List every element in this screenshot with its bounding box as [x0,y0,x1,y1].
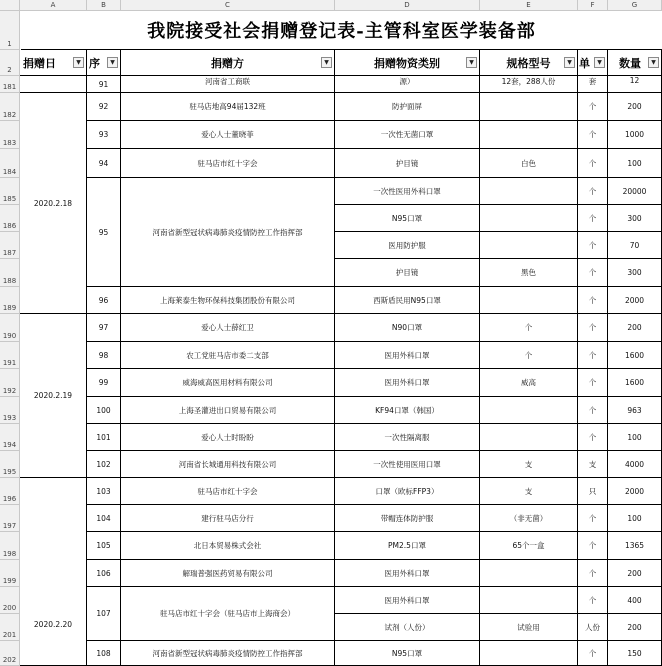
header-spec-label: 规格型号 [506,56,551,70]
qty-cell[interactable]: 100 [608,505,662,532]
row-header[interactable]: 199 [0,560,20,587]
unit-cell[interactable]: 个 [578,587,608,614]
row-header[interactable]: 194 [0,424,20,451]
seq-cell[interactable]: 103 [87,478,121,505]
donor-cell[interactable]: 河南省长城通用科技有限公司 [121,451,335,478]
category-cell[interactable]: N95口罩 [335,205,480,232]
qty-cell[interactable]: 400 [608,587,662,614]
filter-dropdown-icon[interactable]: ▼ [73,57,84,68]
donor-cell[interactable]: 驻马店市红十字会 [121,478,335,505]
seq-cell[interactable]: 105 [87,532,121,560]
row-header[interactable]: 189 [0,287,20,314]
date-cell[interactable]: 2020.2.20 [20,478,87,666]
donor-cell[interactable]: 北日本贸易株式会社 [121,532,335,560]
column-header-b[interactable]: B [87,0,121,11]
row-header[interactable]: 196 [0,478,20,505]
unit-cell[interactable]: 个 [578,397,608,424]
spec-cell[interactable]: 威高 [480,369,578,397]
column-header-f[interactable]: F [578,0,608,11]
donor-cell[interactable]: 建行驻马店分行 [121,505,335,532]
unit-cell[interactable]: 个 [578,641,608,666]
donor-cell[interactable]: 河南省工商联 [121,76,335,93]
spec-cell[interactable]: 白色 [480,149,578,178]
header-date-label: 捐赠日 [23,56,56,70]
category-cell[interactable]: 医用外科口罩 [335,369,480,397]
header-donor[interactable] [121,50,335,76]
seq-cell[interactable]: 96 [87,287,121,314]
donor-cell[interactable]: 爱心人士时盼盼 [121,424,335,451]
spec-cell[interactable]: 试验用 [480,614,578,641]
filter-dropdown-icon[interactable]: ▼ [564,57,575,68]
seq-cell[interactable]: 99 [87,369,121,397]
row-header[interactable]: 202 [0,641,20,666]
category-cell[interactable]: 医用外科口罩 [335,587,480,614]
unit-cell[interactable]: 个 [578,560,608,587]
unit-cell[interactable]: 个 [578,178,608,205]
unit-cell[interactable]: 个 [578,342,608,369]
category-cell[interactable]: 医用外科口罩 [335,342,480,369]
unit-cell[interactable]: 人份 [578,614,608,641]
spec-cell[interactable]: 黑色 [480,259,578,287]
qty-cell[interactable]: 100 [608,424,662,451]
unit-cell[interactable]: 只 [578,478,608,505]
unit-cell[interactable]: 个 [578,532,608,560]
header-unit-label: 单 [579,56,590,70]
row-header[interactable]: 198 [0,532,20,560]
seq-cell[interactable]: 92 [87,93,121,121]
donor-cell[interactable]: 上海莱泰生物环保科技集团股份有限公司 [121,287,335,314]
category-cell[interactable]: 护目镜 [335,259,480,287]
seq-cell[interactable]: 106 [87,560,121,587]
category-cell[interactable]: 一次性医用外科口罩 [335,178,480,205]
donor-cell[interactable]: 河南省新型冠状病毒肺炎疫情防控工作指挥部 [121,641,335,666]
unit-cell[interactable]: 支 [578,451,608,478]
header-category[interactable] [335,50,480,76]
row-header[interactable]: 181 [0,76,20,93]
row-header[interactable]: 188 [0,259,20,287]
category-cell[interactable]: 护目镜 [335,149,480,178]
spec-cell[interactable]: 12套，288人份 [480,76,578,93]
header-unit[interactable] [578,50,608,76]
donor-cell[interactable]: 解瑞普强医药贸易有限公司 [121,560,335,587]
row-header[interactable]: 201 [0,614,20,641]
category-cell[interactable]: 一次性隔离服 [335,424,480,451]
seq-cell[interactable]: 94 [87,149,121,178]
qty-cell[interactable]: 1600 [608,369,662,397]
column-header-e[interactable]: E [480,0,578,11]
seq-cell[interactable]: 98 [87,342,121,369]
seq-cell[interactable]: 101 [87,424,121,451]
spec-cell[interactable]: 支 [480,478,578,505]
qty-cell[interactable]: 200 [608,93,662,121]
seq-cell[interactable]: 91 [87,76,121,93]
spec-cell[interactable]: 个 [480,314,578,342]
spec-cell[interactable] [480,641,578,666]
row-header[interactable]: 182 [0,93,20,121]
unit-cell[interactable]: 个 [578,205,608,232]
spec-cell[interactable]: 支 [480,451,578,478]
row-header[interactable]: 190 [0,314,20,342]
category-cell[interactable]: KF94口罩（韩国） [335,397,480,424]
category-cell[interactable]: N95口罩 [335,641,480,666]
category-cell[interactable]: PM2.5口罩 [335,532,480,560]
donor-cell[interactable]: 驻马店市红十字会 [121,149,335,178]
spec-cell[interactable] [480,560,578,587]
spec-cell[interactable]: （非无菌） [480,505,578,532]
qty-cell[interactable]: 1000 [608,121,662,149]
spec-cell[interactable] [480,397,578,424]
row-header[interactable]: 200 [0,587,20,614]
spec-cell[interactable] [480,178,578,205]
header-spec[interactable] [480,50,578,76]
qty-cell[interactable]: 70 [608,232,662,259]
unit-cell[interactable]: 个 [578,505,608,532]
sheet-title[interactable]: 我院接受社会捐赠登记表-主管科室医学装备部 [21,11,662,50]
seq-cell[interactable]: 108 [87,641,121,666]
row-header[interactable]: 186 [0,205,20,232]
filter-dropdown-icon[interactable]: ▼ [594,57,605,68]
column-header-c[interactable]: C [121,0,335,11]
qty-cell[interactable]: 200 [608,614,662,641]
unit-cell[interactable]: 个 [578,287,608,314]
qty-cell[interactable]: 20000 [608,178,662,205]
filter-dropdown-icon[interactable]: ▼ [648,57,659,68]
seq-cell[interactable]: 100 [87,397,121,424]
qty-cell[interactable]: 1365 [608,532,662,560]
donor-cell[interactable]: 驻马店地高94届132班 [121,93,335,121]
row-header[interactable]: 183 [0,121,20,149]
qty-cell[interactable]: 300 [608,259,662,287]
row-header[interactable]: 191 [0,342,20,369]
donor-cell[interactable]: 威海威高医用材料有限公司 [121,369,335,397]
seq-cell[interactable]: 107 [87,587,121,641]
donor-cell[interactable]: 爱心人士董晓菲 [121,121,335,149]
seq-cell[interactable]: 93 [87,121,121,149]
spec-cell[interactable] [480,205,578,232]
category-cell[interactable]: 带帽连体防护服 [335,505,480,532]
category-cell[interactable]: 医用防护服 [335,232,480,259]
qty-cell[interactable]: 2000 [608,287,662,314]
column-header-a[interactable]: A [20,0,87,11]
qty-cell[interactable]: 300 [608,205,662,232]
qty-cell[interactable]: 963 [608,397,662,424]
row-header[interactable]: 193 [0,397,20,424]
filter-dropdown-icon[interactable]: ▼ [466,57,477,68]
unit-cell[interactable]: 个 [578,121,608,149]
category-cell[interactable]: 一次性使用医用口罩 [335,451,480,478]
filter-dropdown-icon[interactable]: ▼ [107,57,118,68]
header-donor-label: 捐赠方 [211,56,244,70]
qty-cell[interactable]: 150 [608,641,662,666]
category-cell[interactable]: 源） [335,76,480,93]
seq-cell[interactable]: 97 [87,314,121,342]
seq-cell[interactable]: 95 [87,178,121,287]
date-cell[interactable] [20,76,87,93]
donor-cell[interactable]: 农工党驻马店市委二支部 [121,342,335,369]
qty-cell[interactable]: 200 [608,314,662,342]
header-qty[interactable] [608,50,662,76]
category-cell[interactable]: 一次性无菌口罩 [335,121,480,149]
qty-cell[interactable]: 4000 [608,451,662,478]
spec-cell[interactable] [480,121,578,149]
row-header[interactable]: 1 [0,11,20,50]
row-header[interactable]: 195 [0,451,20,478]
qty-cell[interactable]: 200 [608,560,662,587]
unit-cell[interactable]: 个 [578,259,608,287]
select-all-corner[interactable] [0,0,20,11]
donor-cell[interactable]: 上海圣灌进出口贸易有限公司 [121,397,335,424]
filter-dropdown-icon[interactable]: ▼ [321,57,332,68]
header-seq-label: 序 [89,56,100,70]
unit-cell[interactable]: 个 [578,369,608,397]
unit-cell[interactable]: 个 [578,232,608,259]
spec-cell[interactable] [480,424,578,451]
header-seq[interactable] [87,50,121,76]
category-cell[interactable]: 试剂（人份） [335,614,480,641]
row-header[interactable]: 2 [0,50,20,76]
row-header[interactable]: 185 [0,178,20,205]
seq-cell[interactable]: 104 [87,505,121,532]
header-category-label: 捐赠物资类别 [374,56,440,70]
row-header[interactable]: 187 [0,232,20,259]
date-cell[interactable]: 2020.2.18 [20,93,87,314]
category-cell[interactable]: 医用外科口罩 [335,560,480,587]
unit-cell[interactable]: 个 [578,149,608,178]
unit-cell[interactable]: 个 [578,424,608,451]
unit-cell[interactable]: 个 [578,93,608,121]
unit-cell[interactable]: 个 [578,314,608,342]
unit-cell[interactable]: 套 [578,76,608,93]
category-cell[interactable]: 防护面屏 [335,93,480,121]
column-header-d[interactable]: D [335,0,480,11]
header-qty-label: 数量 [619,56,641,70]
qty-cell[interactable]: 1600 [608,342,662,369]
seq-cell[interactable]: 102 [87,451,121,478]
date-cell[interactable]: 2020.2.19 [20,314,87,478]
donor-cell[interactable]: 河南省新型冠状病毒肺炎疫情防控工作指挥部 [121,178,335,287]
row-header[interactable]: 192 [0,369,20,397]
column-header-g[interactable]: G [608,0,662,11]
qty-cell[interactable]: 100 [608,149,662,178]
qty-cell[interactable]: 2000 [608,478,662,505]
spec-cell[interactable] [480,587,578,614]
donor-cell[interactable]: 爱心人士薛红卫 [121,314,335,342]
category-cell[interactable]: 西斯盾民用N95口罩 [335,287,480,314]
header-date[interactable] [20,50,87,76]
row-header[interactable]: 184 [0,149,20,178]
qty-cell[interactable]: 12 [608,76,662,93]
spec-cell[interactable] [480,287,578,314]
row-header[interactable]: 197 [0,505,20,532]
category-cell[interactable]: N90口罩 [335,314,480,342]
donor-cell[interactable]: 驻马店市红十字会（驻马店市上海商会） [121,587,335,641]
spec-cell[interactable] [480,93,578,121]
spec-cell[interactable]: 65个一盒 [480,532,578,560]
spec-cell[interactable] [480,232,578,259]
spec-cell[interactable]: 个 [480,342,578,369]
category-cell[interactable]: 口罩（欧标FFP3） [335,478,480,505]
